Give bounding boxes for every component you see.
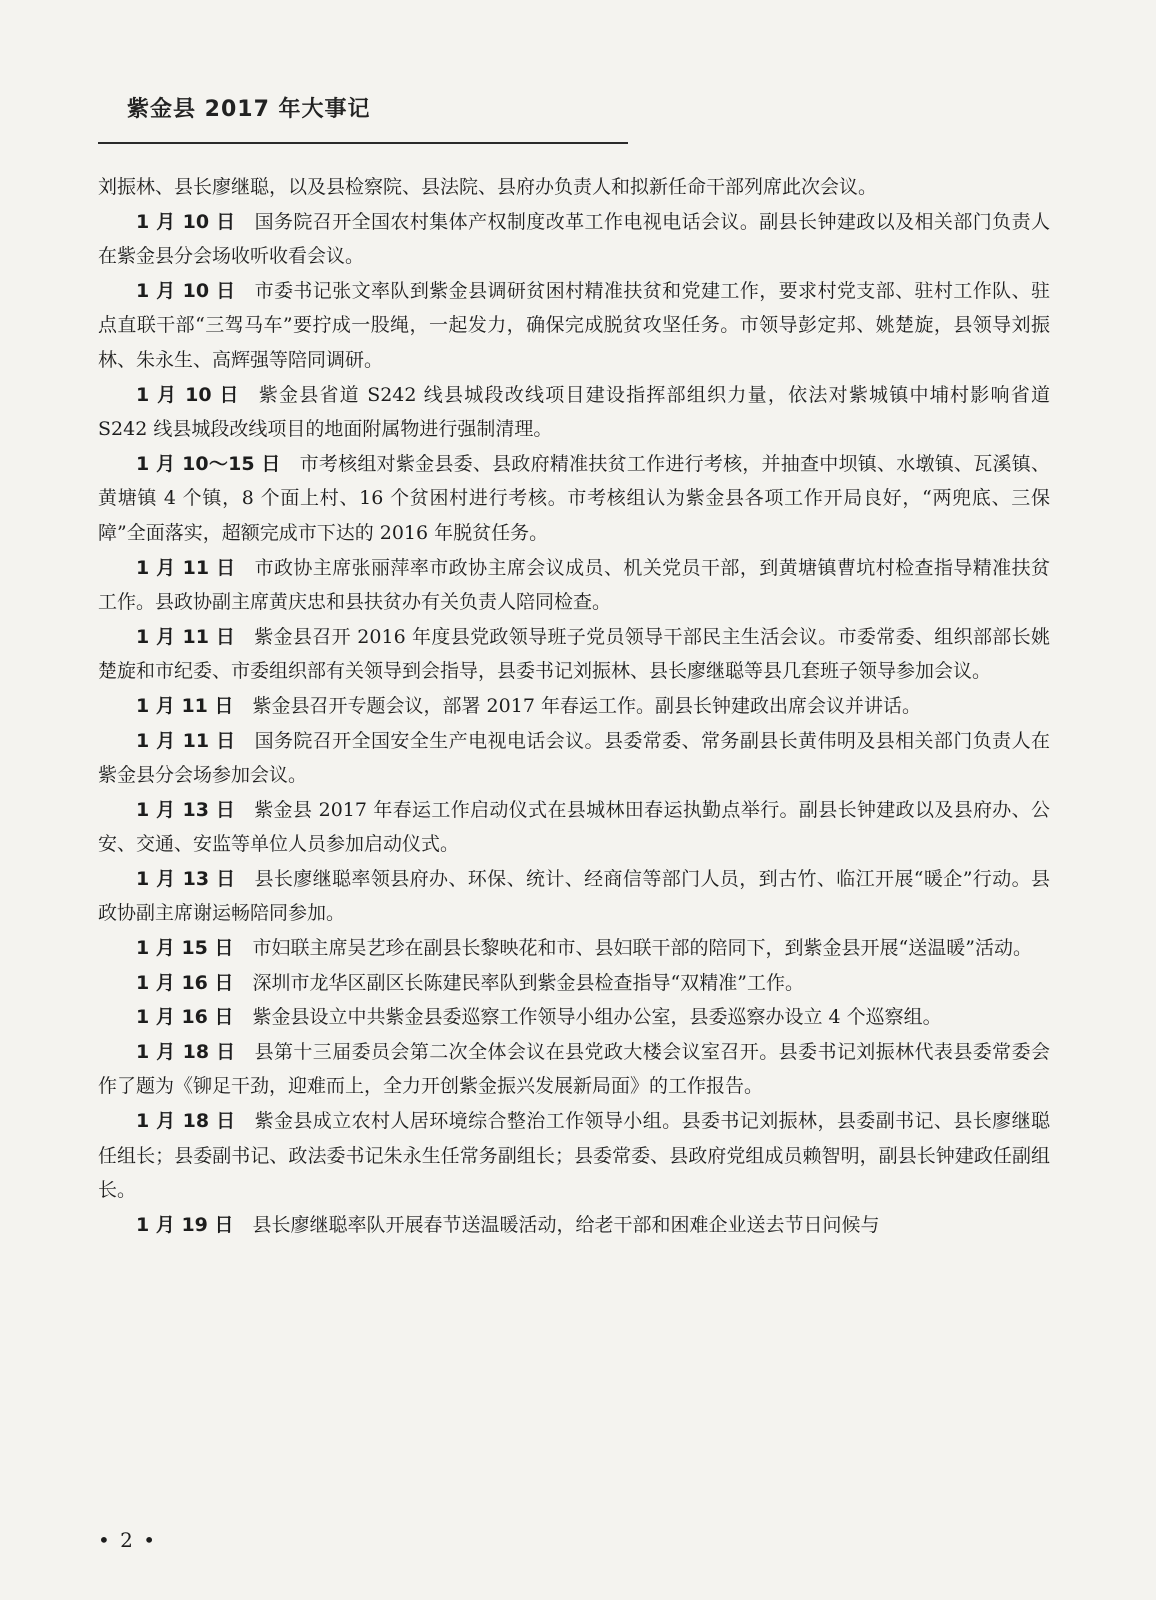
- entry-paragraph: [98, 724, 1050, 793]
- entry-date: 1 月 10～15 日: [136, 452, 281, 475]
- entry-paragraph: [98, 931, 1050, 966]
- entry-text: 国务院召开全国农村集体产权制度改革工作电视电话会议。副县长钟建政以及相关部门负责人在紫金县分会场收听收看会议。: [98, 210, 1050, 268]
- entry-date: 1 月 11 日: [136, 625, 236, 648]
- entry-date: 1 月 11 日: [136, 694, 234, 717]
- entry-text: 紫金县召开专题会议，部署 2017 年春运工作。副县长钟建政出席会议并讲话。: [252, 694, 921, 717]
- entry-date: 1 月 11 日: [136, 729, 236, 752]
- entry-paragraph: [98, 447, 1050, 551]
- entry-text: 国务院召开全国安全生产电视电话会议。县委常委、常务副县长黄伟明及县相关部门负责人在紫金县分会场参加会议。: [98, 729, 1050, 787]
- entry-text: 紫金县设立中共紫金县委巡察工作领导小组办公室，县委巡察办设立 4 个巡察组。: [252, 1006, 942, 1029]
- running-header: 紫金县 2017 年大事记: [127, 97, 371, 122]
- header-rule: [98, 142, 628, 144]
- entry-date: 1 月 18 日: [136, 1110, 236, 1133]
- entry-date: 1 月 13 日: [136, 798, 236, 821]
- entry-paragraph: [98, 1035, 1050, 1104]
- entry-paragraph: [98, 205, 1050, 274]
- entry-paragraph: [98, 274, 1050, 378]
- entry-paragraph: [98, 551, 1050, 620]
- entry-text: 县长廖继聪率队开展春节送温暖活动，给老干部和困难企业送去节日问候与: [252, 1213, 880, 1236]
- continuation-paragraph: 刘振林、县长廖继聪，以及县检察院、县法院、县府办负责人和拟新任命干部列席此次会议。: [98, 176, 878, 198]
- entry-date: 1 月 13 日: [136, 867, 236, 890]
- entry-text: 市妇联主席吴艺珍在副县长黎映花和市、县妇联干部的陪同下，到紫金县开展“送温暖”活动。: [252, 937, 1032, 960]
- entry-date: 1 月 19 日: [136, 1213, 234, 1236]
- entry-text: 市政协主席张丽萍率市政协主席会议成员、机关党员干部，到黄塘镇曹坑村检查指导精准扶贫工作。县政协副主席黄庆忠和县扶贫办有关负责人陪同检查。: [98, 556, 1050, 614]
- entry-text: 市委书记张文率队到紫金县调研贫困村精准扶贫和党建工作，要求村党支部、驻村工作队、驻点直联干部“三驾马车”要拧成一股绳，一起发力，确保完成脱贫攻坚任务。市领导彭定邦、姚楚旋，县领导刘振林、朱永生、高辉强等陪同调研。: [98, 279, 1050, 371]
- entry-date: 1 月 10 日: [136, 279, 236, 302]
- entry-date: 1 月 16 日: [136, 971, 234, 994]
- entry-text: 紫金县召开 2016 年度县党政领导班子党员领导干部民主生活会议。市委常委、组织部部长姚楚旋和市纪委、市委组织部有关领导到会指导，县委书记刘振林、县长廖继聪等县几套班子领导参加会议。: [98, 625, 1050, 683]
- entry-date: 1 月 10 日: [136, 210, 236, 233]
- entry-paragraph: [98, 620, 1050, 689]
- entry-date: 1 月 11 日: [136, 556, 236, 579]
- entry-paragraph: [98, 378, 1050, 447]
- entry-paragraph: [98, 689, 1050, 724]
- entry-paragraph: [98, 793, 1050, 862]
- entry-text: 紫金县成立农村人居环境综合整治工作领导小组。县委书记刘振林，县委副书记、县长廖继聪任组长；县委副书记、政法委书记朱永生任常务副组长；县委常委、县政府党组成员赖智明，副县长钟建政任副组长。: [98, 1110, 1050, 1202]
- entry-paragraph: [98, 1000, 1050, 1035]
- entry-text: 紫金县 2017 年春运工作启动仪式在县城林田春运执勤点举行。副县长钟建政以及县府办、公安、交通、安监等单位人员参加启动仪式。: [98, 798, 1050, 856]
- entry-date: 1 月 18 日: [136, 1040, 236, 1063]
- entry-date: 1 月 15 日: [136, 937, 234, 960]
- entry-paragraph: [98, 1104, 1050, 1208]
- chronicle-body: [98, 170, 1050, 1242]
- entry-date: 1 月 16 日: [136, 1006, 234, 1029]
- entry-text: 县第十三届委员会第二次全体会议在县党政大楼会议室召开。县委书记刘振林代表县委常委会作了题为《铆足干劲，迎难而上，全力开创紫金振兴发展新局面》的工作报告。: [98, 1040, 1050, 1098]
- entry-text: 县长廖继聪率领县府办、环保、统计、经商信等部门人员，到古竹、临江开展“暖企”行动。县政协副主席谢运畅陪同参加。: [98, 867, 1050, 925]
- entry-paragraph: [98, 966, 1050, 1001]
- entry-paragraph: [98, 1208, 1050, 1243]
- entry-date: 1 月 10 日: [136, 383, 240, 406]
- page-number: • 2 •: [98, 1528, 158, 1552]
- entry-list: [98, 205, 1050, 1243]
- entry-text: 市考核组对紫金县委、县政府精准扶贫工作进行考核，并抽查中坝镇、水墩镇、瓦溪镇、黄塘镇 4 个镇，8 个面上村、16 个贫困村进行考核。市考核组认为紫金县各项工作开局良好，“两兜底、三保障”全面落实，超额完成市下达的 2016 年脱贫任务。: [98, 452, 1050, 544]
- entry-text: 深圳市龙华区副区长陈建民率队到紫金县检查指导“双精准”工作。: [252, 971, 804, 994]
- entry-text: 紫金县省道 S242 线县城段改线项目建设指挥部组织力量，依法对紫城镇中埔村影响省道 S242 线县城段改线项目的地面附属物进行强制清理。: [98, 383, 1050, 441]
- entry-paragraph: [98, 862, 1050, 931]
